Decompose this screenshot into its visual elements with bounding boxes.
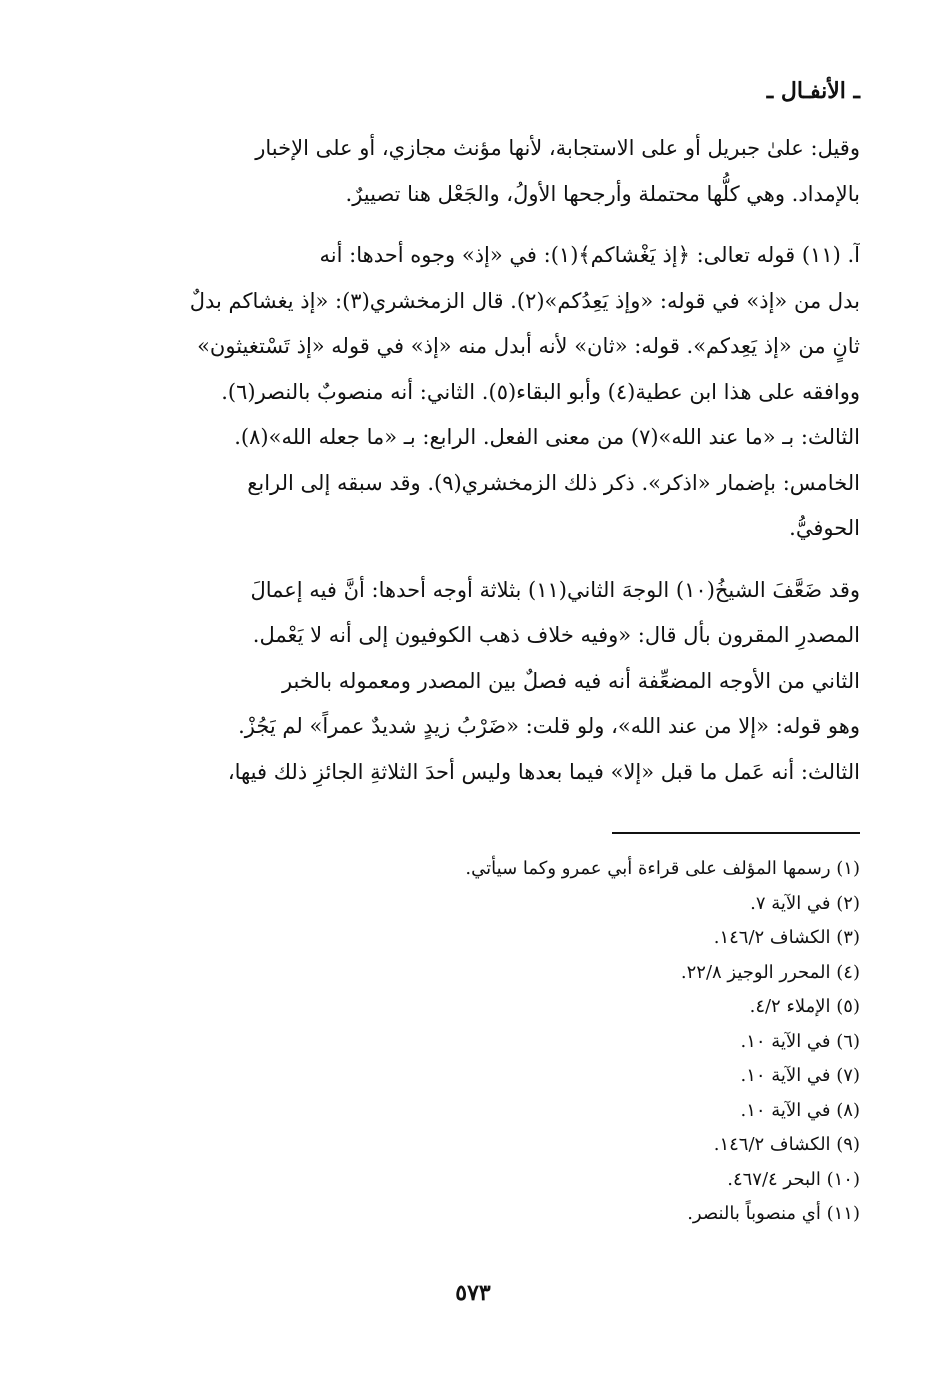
footnote: (١١) أي منصوباً بالنصر. [687,1203,860,1224]
text-line: وهو قوله: «إلا من عند الله»، ولو قلت: «ضَرْبُ زيدٍ شديدٌ عمراً» لم يَجُزْ. [238,714,860,738]
footnote: (٧) في الآية ١٠. [740,1065,860,1086]
footnote: (٥) الإملاء ٤/٢. [749,996,860,1017]
footnote: (١٠) البحر ٤٦٧/٤. [727,1168,860,1190]
footnote: (٨) في الآية ١٠. [740,1099,860,1121]
text-line: الحوفيُّ. [789,516,860,540]
text-line: الثالث: أنه عَمل ما قبل «إلا» فيما بعدها وليس أحدَ الثلاثةِ الجائزِ ذلك فيها، [227,759,860,784]
text-line: بدل من «إذ» في قوله: «وإذ يَعِدُكم»(٢). قال الزمخشري(٣): «إذ يغشاكم بدلٌ [189,288,860,313]
footnote: (٩) الكشاف ١٤٦/٢. [713,1134,860,1155]
running-header: ـ الأنفـال ـ [766,78,860,104]
footnote: (٤) المحرر الوجيز ٢٢/٨. [680,961,860,983]
text-line: آ. (١١) قوله تعالى: ﴿إذ يَغْشاكم﴾(١): في «إذ» وجوه أحدها: أنه [319,243,860,267]
text-line: ووافقه على هذا ابن عطية(٤) وأبو البقاء(٥). الثاني: أنه منصوبٌ بالنصر(٦). [221,379,860,404]
page-number: ٥٧٣ [455,1280,491,1306]
paragraph-2 [152,233,860,552]
footnote: (٣) الكشاف ١٤٦/٢. [713,927,860,948]
text-line: وقيل: علىٰ جبريل أو على الاستجابة، لأنها مؤنث مجازي، أو على الإخبار [255,136,860,160]
footnote: (١) رسمها المؤلف على قراءة أبي عمرو وكما سيأتي. [465,858,860,879]
footnotes [340,852,860,1232]
text-line: الثاني من الأوجه المضعِّفة أنه فيه فصلٌ بين المصدر ومعموله بالخبر [281,668,860,693]
main-text [152,126,860,811]
footnote: (٦) في الآية ١٠. [740,1030,860,1052]
text-line: الخامس: بإضمار «اذكر». ذكر ذلك الزمخشري(٩). وقد سبقه إلى الرابع [247,470,860,495]
text-line: المصدرِ المقرون بأل قال: «وفيه خلاف ذهب الكوفيون إلى أنه لا يَعْمل. [252,623,860,647]
text-line: وقد ضَعَّفَ الشيخُ(١٠) الوجهَ الثاني(١١) بثلاثة أوجه أحدها: أنَّ فيه إعمالَ [250,577,860,602]
text-line: بالإمداد. وهي كلُّها محتملة وأرجحها الأولُ، والجَعْل هنا تصييرٌ. [345,181,860,206]
text-line: الثالث: بـ «ما عند الله»(٧) من معنى الفعل. الرابع: بـ «ما جعله الله»(٨). [234,425,860,449]
footnote-separator [612,832,860,834]
text-line: ثانٍ من «إذ يَعِدكم». قوله: «ثان» لأنه أبدل منه «إذ» في قوله «إذ تَسْتغيثون» [197,334,860,358]
paragraph-1 [152,126,860,217]
footnote: (٢) في الآية ٧. [750,892,860,914]
paragraph-3 [152,568,860,796]
